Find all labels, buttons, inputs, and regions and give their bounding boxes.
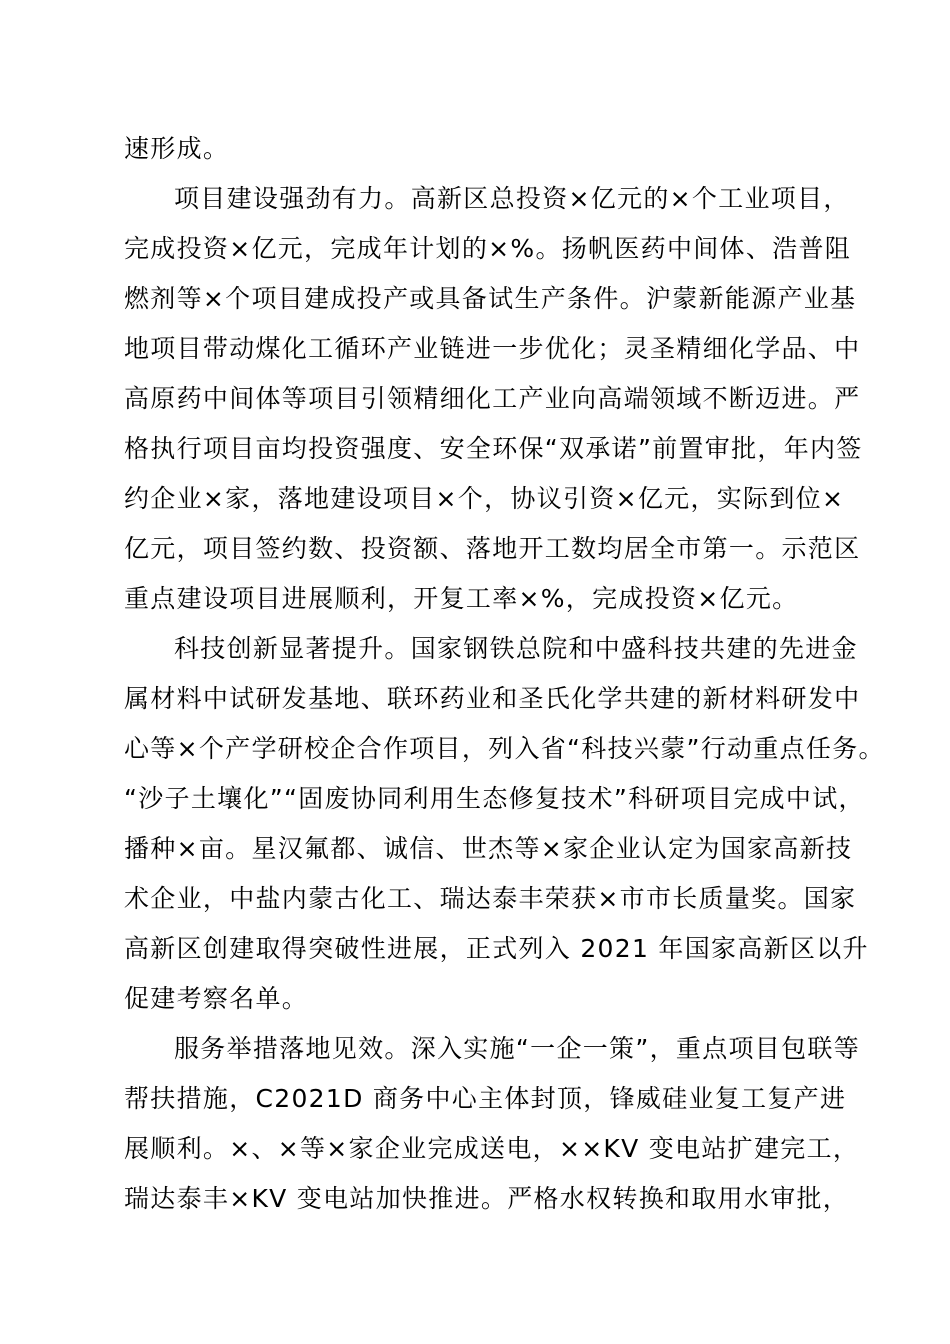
document-body — [124, 124, 885, 1224]
paragraph-1-line-6: 约企业×家，落地建设项目×个，协议引资×亿元，实际到位× — [124, 484, 845, 513]
paragraph-2-line-6: 高新区创建取得突破性进展，正式列入 2021 年国家高新区以升 — [124, 934, 869, 963]
paragraph-2-line-3: “沙子土壤化”“固废协同利用生态修复技术”科研项目完成中试， — [124, 784, 865, 813]
paragraph-0-line-0: 速形成。 — [124, 134, 230, 163]
paragraph-3-line-0: 服务举措落地见效。深入实施“一企一策”，重点项目包联等 — [174, 1034, 861, 1063]
paragraph-3-line-2: 展顺利。×、×等×家企业完成送电，××KV 变电站扩建完工， — [124, 1134, 860, 1163]
paragraph-3-line-1: 帮扶措施，C2021D 商务中心主体封顶，锋威硅业复工复产进 — [124, 1084, 847, 1113]
paragraph-2-line-2: 心等×个产学研校企合作项目，列入省“科技兴蒙”行动重点任务。 — [124, 734, 885, 763]
paragraph-1-line-5: 格执行项目亩均投资强度、安全环保“双承诺”前置审批，年内签 — [124, 434, 863, 463]
paragraph-2-line-0: 科技创新显著提升。国家钢铁总院和中盛科技共建的先进金 — [174, 634, 858, 663]
paragraph-1-line-7: 亿元，项目签约数、投资额、落地开工数均居全市第一。示范区 — [124, 534, 861, 563]
paragraph-1-line-0: 项目建设强劲有力。高新区总投资×亿元的×个工业项目， — [174, 184, 850, 213]
paragraph-2-line-1: 属材料中试研发基地、联环药业和圣氏化学共建的新材料研发中 — [124, 684, 861, 713]
paragraph-1-line-8: 重点建设项目进展顺利，开复工率×%，完成投资×亿元。 — [124, 584, 799, 613]
paragraph-1-line-1: 完成投资×亿元，完成年计划的×%。扬帆医药中间体、浩普阻 — [124, 234, 852, 263]
paragraph-2-line-4: 播种×亩。星汉氟都、诚信、世杰等×家企业认定为国家高新技 — [124, 834, 853, 863]
paragraph-3-line-3: 瑞达泰丰×KV 变电站加快推进。严格水权转换和取用水审批， — [124, 1184, 850, 1213]
paragraph-1-line-4: 高原药中间体等项目引领精细化工产业向高端领域不断迈进。严 — [124, 384, 861, 413]
paragraph-2-line-5: 术企业，中盐内蒙古化工、瑞达泰丰荣获×市市长质量奖。国家 — [124, 884, 857, 913]
paragraph-1-line-3: 地项目带动煤化工循环产业链进一步优化；灵圣精细化学品、中 — [124, 334, 861, 363]
paragraph-1-line-2: 燃剂等×个项目建成投产或具备试生产条件。沪蒙新能源产业基 — [124, 284, 857, 313]
paragraph-2-line-7: 促建考察名单。 — [124, 984, 309, 1013]
